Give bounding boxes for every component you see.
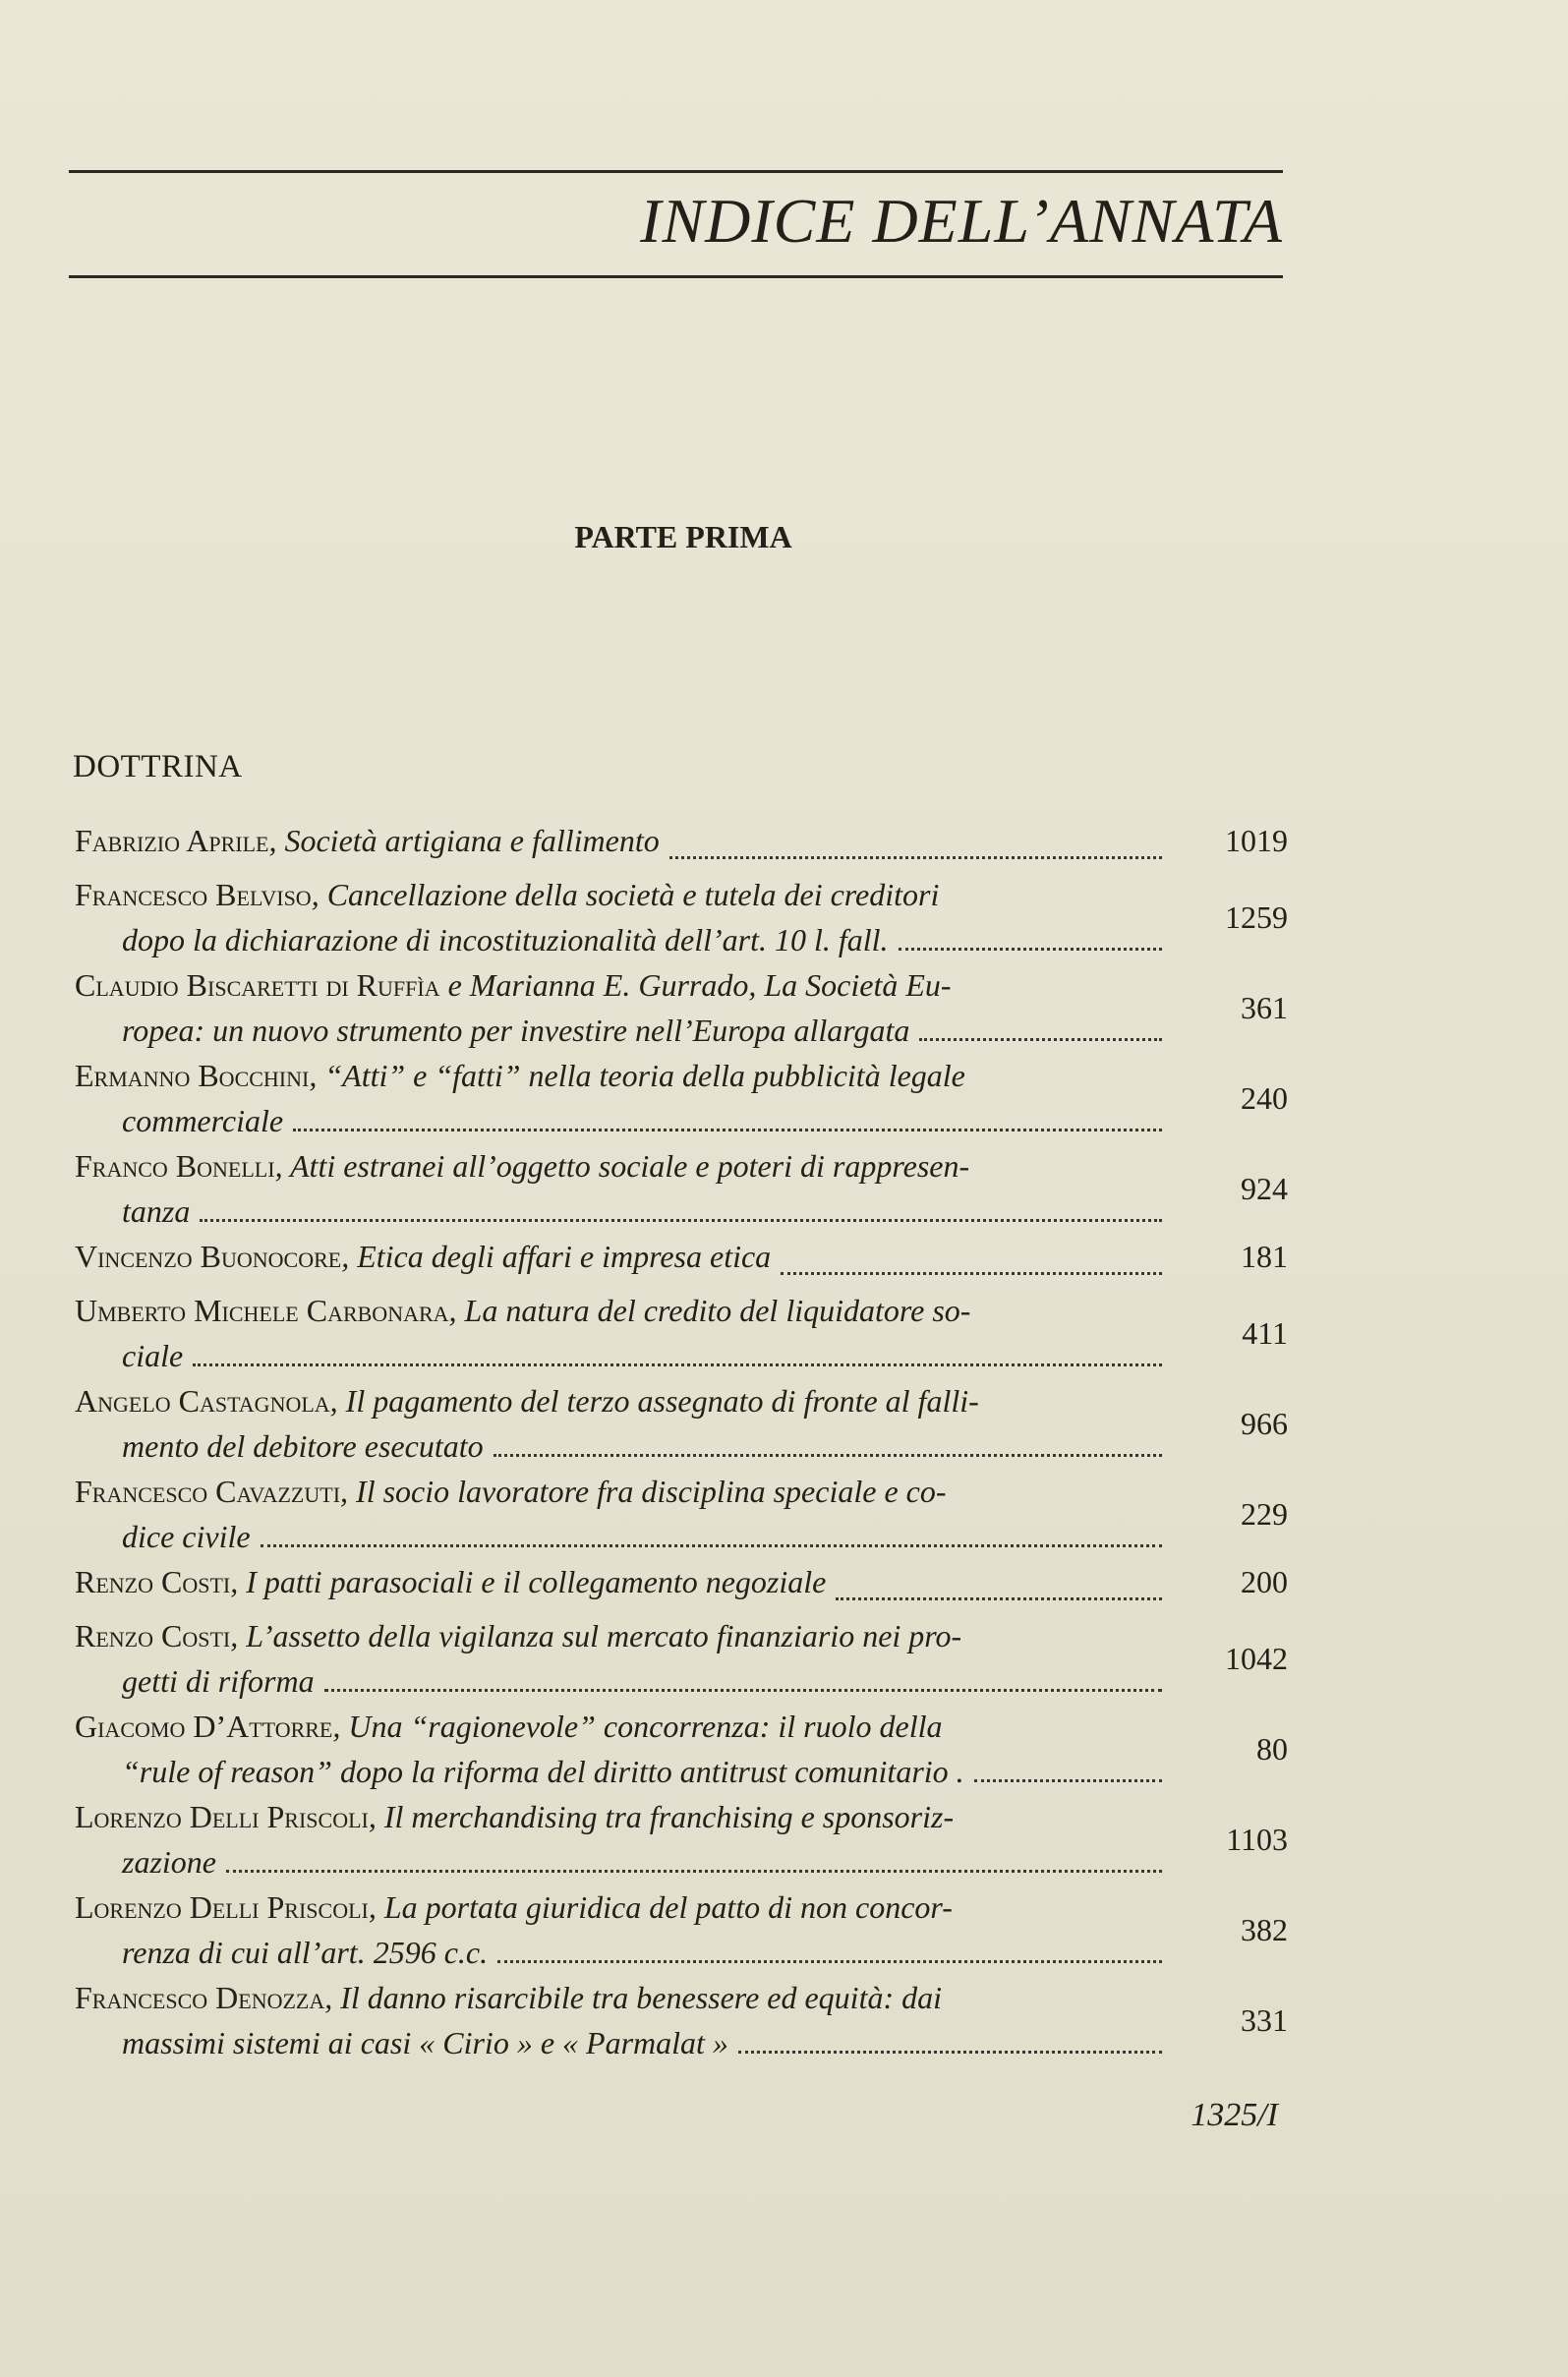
- entry-author: Ermanno Bocchini: [75, 1058, 310, 1093]
- entry-line: [75, 1613, 1164, 1658]
- dot-leader: [899, 946, 1162, 951]
- index-entry: [75, 818, 1288, 872]
- entry-title: tanza: [122, 1193, 191, 1229]
- entry-line: [75, 1469, 1164, 1514]
- dot-leader: [497, 1958, 1162, 1963]
- index-entry: [75, 1288, 1288, 1378]
- index-entry: [75, 1559, 1288, 1613]
- dot-leader: [494, 1452, 1162, 1457]
- entry-page-number: 1259: [1225, 899, 1288, 935]
- entry-line: [75, 1143, 1164, 1188]
- entry-title: “rule of reason” dopo la riforma del diritto antitrust comunitario .: [122, 1754, 964, 1789]
- entry-page-number: 361: [1241, 990, 1288, 1025]
- entry-title: , “Atti” e “fatti” nella teoria della pubblicità legale: [309, 1058, 965, 1093]
- entry-title: , Atti estranei all’oggetto sociale e poteri di rappresen-: [274, 1148, 970, 1184]
- entry-title: massimi sistemi ai casi « Cirio » e « Parmalat »: [122, 2025, 728, 2060]
- dot-leader: [974, 1777, 1162, 1782]
- dot-leader: [193, 1362, 1162, 1366]
- entry-author: Renzo Costi: [75, 1618, 231, 1653]
- dot-leader: [261, 1542, 1162, 1547]
- entry-author: Angelo Castagnola: [75, 1383, 330, 1419]
- entry-line: [75, 1053, 1164, 1098]
- entry-line: [75, 1704, 1164, 1749]
- entry-author: Lorenzo Delli Priscoli: [75, 1889, 369, 1925]
- entry-author: Fabrizio Aprile: [75, 823, 269, 858]
- entry-page-number: 240: [1241, 1080, 1288, 1116]
- index-entries: [75, 818, 1288, 2065]
- index-entry: [75, 872, 1288, 962]
- index-entry: [75, 1143, 1288, 1234]
- entry-line: [75, 1098, 1164, 1143]
- index-entry: [75, 1884, 1288, 1975]
- header-rule-bottom: [69, 275, 1283, 278]
- entry-line: [75, 1839, 1164, 1884]
- entry-title: e Marianna E. Gurrado, La Società Eu-: [439, 967, 952, 1003]
- dot-leader: [324, 1687, 1162, 1692]
- entry-author: Giacomo D’Attorre: [75, 1709, 333, 1744]
- entry-line: [75, 962, 1164, 1008]
- entry-line: [75, 1423, 1164, 1469]
- dot-leader: [836, 1595, 1162, 1600]
- dot-leader: [293, 1127, 1162, 1131]
- part-title: PARTE PRIMA: [574, 519, 792, 554]
- dot-leader: [669, 854, 1162, 859]
- entry-title: , Il pagamento del terzo assegnato di fronte al falli-: [329, 1383, 979, 1419]
- index-entry: [75, 962, 1288, 1053]
- entry-title: dice civile: [122, 1519, 251, 1554]
- entry-line: [75, 1794, 1164, 1839]
- entry-title: , Etica degli affari e impresa etica: [341, 1239, 772, 1274]
- entry-author: Vincenzo Buonocore: [75, 1239, 342, 1274]
- entry-title: dopo la dichiarazione di incostituzionalità dell’art. 10 l. fall.: [122, 922, 889, 957]
- entry-author: Franco Bonelli: [75, 1148, 275, 1184]
- entry-page-number: 1042: [1225, 1641, 1288, 1676]
- entry-line: [75, 1333, 1164, 1378]
- entry-title: getti di riforma: [122, 1663, 315, 1699]
- entry-title: , Una “ragionevole” concorrenza: il ruolo della: [332, 1709, 943, 1744]
- entry-title: , La natura del credito del liquidatore so-: [448, 1293, 971, 1328]
- page-folio: 1325/I: [1191, 2097, 1278, 2133]
- entry-line: [75, 1975, 1164, 2020]
- entry-page-number: 411: [1242, 1315, 1288, 1351]
- entry-page-number: 80: [1256, 1731, 1288, 1767]
- index-entry: [75, 1234, 1288, 1288]
- entry-page-number: 331: [1241, 2002, 1288, 2038]
- entry-line: [75, 1884, 1164, 1930]
- page-title: INDICE DELL’ANNATA: [640, 186, 1283, 256]
- entry-page-number: 1019: [1225, 823, 1288, 858]
- dot-leader: [226, 1868, 1162, 1873]
- entry-line: [75, 917, 1164, 962]
- index-entry: [75, 1469, 1288, 1559]
- index-entry: [75, 1378, 1288, 1469]
- entry-line: [75, 2020, 1164, 2065]
- entry-line: [75, 1288, 1164, 1333]
- entry-line: [75, 872, 1164, 917]
- entry-title: commerciale: [122, 1103, 284, 1138]
- entry-page-number: 1103: [1226, 1822, 1288, 1857]
- entry-author: Lorenzo Delli Priscoli: [75, 1799, 369, 1834]
- entry-title: mento del debitore esecutato: [122, 1428, 484, 1464]
- index-entry: [75, 1704, 1288, 1794]
- entry-author: Umberto Michele Carbonara: [75, 1293, 449, 1328]
- entry-title: , Il danno risarcibile tra benessere ed equità: dai: [324, 1980, 942, 2015]
- entry-title: , L’assetto della vigilanza sul mercato finanziario nei pro-: [230, 1618, 962, 1653]
- entry-title: , Cancellazione della società e tutela dei creditori: [311, 877, 940, 912]
- entry-page-number: 181: [1241, 1239, 1288, 1274]
- entry-title: ropea: un nuovo strumento per investire nell’Europa allargata: [122, 1013, 910, 1048]
- entry-line: [75, 1514, 1164, 1559]
- entry-title: ciale: [122, 1338, 184, 1373]
- entry-line: [75, 1378, 1164, 1423]
- index-entry: [75, 1794, 1288, 1884]
- entry-title: , Il merchandising tra franchising e sponsoriz-: [368, 1799, 955, 1834]
- entry-page-number: 229: [1241, 1496, 1288, 1532]
- entry-line: [75, 1749, 1164, 1794]
- entry-title: renza di cui all’art. 2596 c.c.: [122, 1935, 489, 1970]
- entry-line: [75, 1188, 1164, 1234]
- section-title: DOTTRINA: [73, 749, 243, 784]
- dot-leader: [738, 2049, 1162, 2054]
- entry-page-number: 382: [1241, 1912, 1288, 1947]
- entry-author: Renzo Costi: [75, 1564, 231, 1599]
- entry-author: Francesco Belviso: [75, 877, 312, 912]
- entry-title: zazione: [122, 1844, 216, 1880]
- dot-leader: [200, 1217, 1162, 1222]
- entry-title: , Società artigiana e fallimento: [268, 823, 660, 858]
- entry-title: , Il socio lavoratore fra disciplina speciale e co-: [340, 1474, 947, 1509]
- entry-line: [75, 1658, 1164, 1704]
- dot-leader: [919, 1036, 1162, 1041]
- index-entry: [75, 1613, 1288, 1704]
- index-entry: [75, 1053, 1288, 1143]
- header-rule-top: [69, 170, 1283, 173]
- entry-line: [75, 1930, 1164, 1975]
- entry-page-number: 966: [1241, 1406, 1288, 1441]
- entry-author: Francesco Denozza: [75, 1980, 325, 2015]
- dot-leader: [781, 1270, 1162, 1275]
- entry-title: , I patti parasociali e il collegamento negoziale: [230, 1564, 827, 1599]
- index-entry: [75, 1975, 1288, 2065]
- entry-line: [75, 1008, 1164, 1053]
- entry-page-number: 924: [1241, 1171, 1288, 1206]
- entry-author: Claudio Biscaretti di Ruffìa: [75, 967, 440, 1003]
- entry-page-number: 200: [1241, 1564, 1288, 1599]
- entry-title: , La portata giuridica del patto di non concor-: [368, 1889, 953, 1925]
- entry-author: Francesco Cavazzuti: [75, 1474, 341, 1509]
